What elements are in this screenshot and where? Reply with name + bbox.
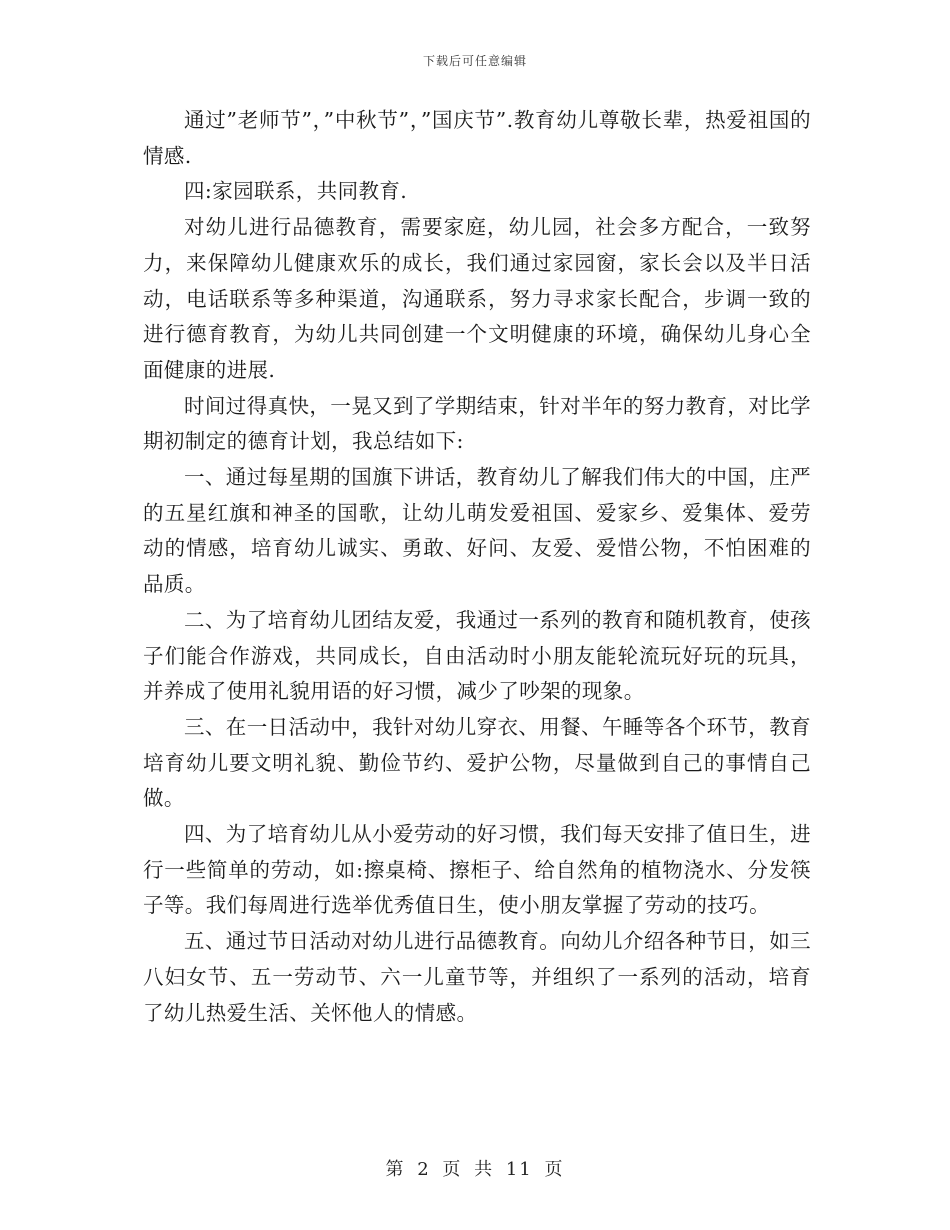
document-body [143,103,811,1031]
paragraph: 通过”老师节”，”中秋节”，”国庆节”.教育幼儿尊敬长辈，热爱祖国的情感. [143,108,811,168]
paragraph: 时间过得真快，一晃又到了学期结束，针对半年的努力教育，对比学期初制定的德育计划，我总结如下: [143,393,811,454]
paragraph: 对幼儿进行品德教育，需要家庭，幼儿园，社会多方配合，一致努力，来保障幼儿健康欢乐的成长，我们通过家园窗，家长会以及半日活动，电话联系等多种渠道，沟通联系，努力寻求家长配合，步调一致的进行德育教育，为幼儿共同创建一个文明健康的环境，确保幼儿身心全面健康的进展. [143,215,811,382]
page-number-footer: 第 2 页 共 11 页 [385,1159,565,1180]
list-item: 五、通过节日活动对幼儿进行品德教育。向幼儿介绍各种节日，如三八妇女节、五一劳动节、六一儿童节等，并组织了一系列的活动，培育了幼儿热爱生活、关怀他人的情感。 [143,929,811,1025]
list-item: 四、为了培育幼儿从小爱劳动的好习惯，我们每天安排了值日生，进行一些简单的劳动，如:擦桌椅、擦柜子、给自然角的植物浇水、分发筷子等。我们每周进行选举优秀值日生，使小朋友掌握了劳动的技巧。 [143,822,811,918]
list-item: 二、为了培育幼儿团结友爱，我通过一系列的教育和随机教育，使孩子们能合作游戏，共同成长，自由活动时小朋友能轮流玩好玩的玩具，并养成了使用礼貌用语的好习惯，减少了吵架的现象。 [143,607,811,704]
list-item: 一、通过每星期的国旗下讲话，教育幼儿了解我们伟大的中国，庄严的五星红旗和神圣的国歌，让幼儿萌发爱祖国、爱家乡、爱集体、爱劳动的情感，培育幼儿诚实、勇敢、好问、友爱、爱惜公物，不怕困难的品质。 [143,465,811,597]
page-header: 下载后可任意编辑 [422,54,527,68]
list-item: 三、在一日活动中，我针对幼儿穿衣、用餐、午睡等各个环节，教育培育幼儿要文明礼貌、勤俭节约、爱护公物，尽量做到自己的事情自己做。 [143,714,811,811]
section-heading: 四:家园联系，共同教育. [184,179,408,204]
